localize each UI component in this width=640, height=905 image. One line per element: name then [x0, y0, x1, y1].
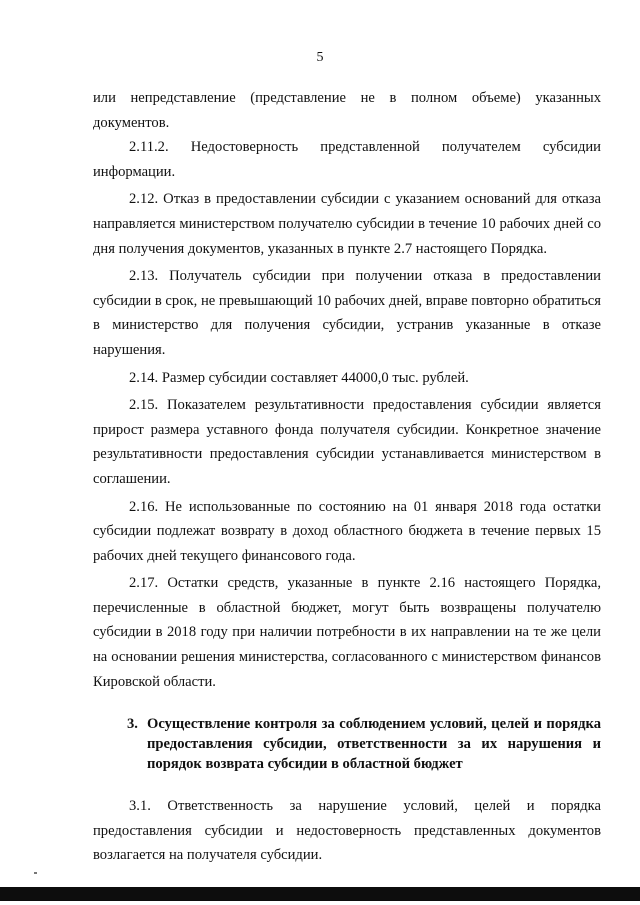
- page-number: 5: [316, 50, 324, 65]
- scan-edge-bar: [0, 887, 640, 901]
- paragraph-2-15: 2.15. Показателем результативности предоставления субсидии является прирост размера уставного фонда получателя субсидии. Конкретное значение результативности предоставления субсидии устанавливается министерством в соглашении.: [93, 397, 601, 487]
- paragraph-2-17: 2.17. Остатки средств, указанные в пункте 2.16 настоящего Порядка, перечисленные в областной бюджет, могут быть возвращены получателю субсидии в 2018 году при наличии потребности в их направлении на те же цели на основании решения министерства, согласованного с министерством финансов Кировской области.: [93, 575, 601, 690]
- paragraph-2-12: 2.12. Отказ в предоставлении субсидии с указанием оснований для отказа направляется министерством получателю субсидии в течение 10 рабочих дней со дня получения документов, указанных в пункте 2.7 настоящего Порядка.: [93, 191, 601, 257]
- paragraph-2-16: 2.16. Не использованные по состоянию на 01 января 2018 года остатки субсидии подлежат возврату в доход областного бюджета в течение первых 15 рабочих дней текущего финансового года.: [93, 498, 601, 564]
- section-number: 3.: [127, 716, 138, 733]
- paragraph-2-11-2: 2.11.2. Недостоверность представленной получателем субсидии информации.: [93, 139, 601, 180]
- paragraph-2-13: 2.13. Получатель субсидии при получении отказа в предоставлении субсидии в срок, не превышающий 10 рабочих дней, вправе повторно обратиться в министерство для получения субсидии, устранив указанные в отказе нарушения.: [93, 268, 601, 358]
- paragraph-3-1: 3.1. Ответственность за нарушение условий, целей и порядка предоставления субсидии и недостоверность представленных документов возлагается на получателя субсидии.: [93, 798, 601, 864]
- scan-speck: [34, 872, 37, 874]
- paragraph-continuation: или непредставление (представление не в полном объеме) указанных документов.: [93, 90, 601, 131]
- section-heading: [93, 714, 601, 774]
- document-body: [93, 86, 601, 868]
- paragraph-2-14: 2.14. Размер субсидии составляет 44000,0 тыс. рублей.: [129, 369, 469, 386]
- section-title: Осуществление контроля за соблюдением условий, целей и порядка предоставления субсидии, ответственности за их нарушения и порядок возврата субсидии в областной бюджет: [147, 716, 601, 773]
